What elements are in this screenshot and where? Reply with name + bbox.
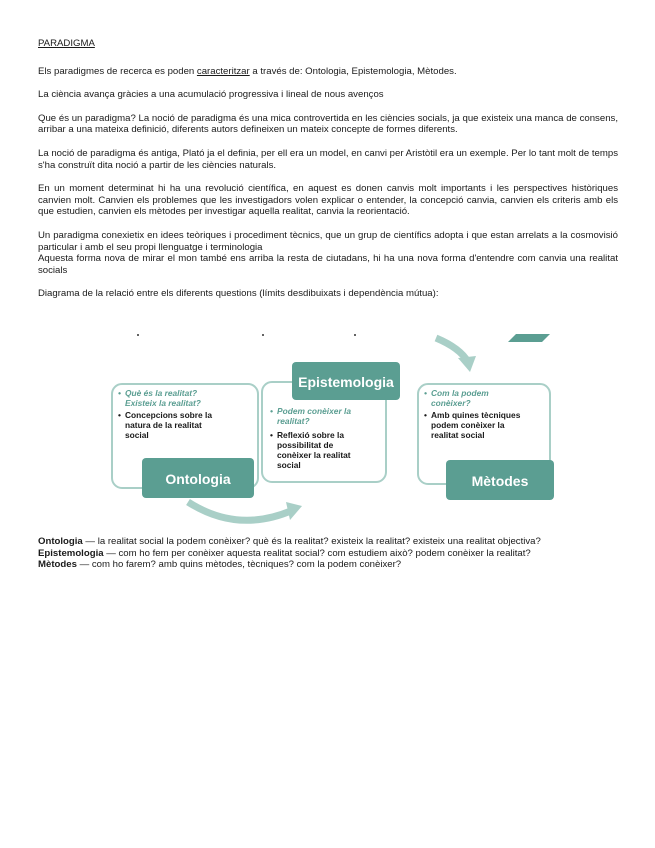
corner-shape [508,334,550,342]
paragraph-5a: Un paradigma conexietix en idees teòriques i procediment tècnics, que un grup de científics adopta i que estan arrelats a la cosmovisió particular i amb el seu propi llenguatge i terminologia [38,229,618,253]
paradigm-diagram [38,334,618,534]
paragraph-1: La ciència avança gràcies a una acumulació progressiva i lineal de nous avenços [38,89,384,101]
ontologia-label: Ontologia [165,471,231,487]
arrow-head-top [458,356,476,372]
definitions [38,536,618,571]
epistemologia-b4: social [277,460,301,470]
epistemologia-b2: possibilitat de [277,440,334,450]
svg-text:• Concepcions sobre la: • Concepcions sobre la natura de la realitat social [118,410,213,440]
document-title: PARADIGMA [38,38,95,49]
svg-text:• Amb quines tècniques: • Amb quines tècniques podem conèixer la realitat social [424,410,521,440]
metodes-label: Mètodes [471,473,529,489]
document-body [38,38,618,300]
dot-mark [354,334,356,336]
metodes-q2: conèixer? [431,398,471,408]
paragraph-4: En un moment determinat hi ha una revolució científica, en aquest es donen canvis molt importants i les perspectives històriques canvien molt. Canvien els problemes que les investigadors volen explicar o entender, la concepció canvia, canvien els criteris amb els que estudien, canvien els mètodes per investigar aquella realitat, canvia la reorientació. [38,183,618,218]
definition-term: Ontologia [38,536,83,547]
dot-mark [137,334,139,336]
definition-text: — com ho fem per conèixer aquesta realitat social? com estudiem això? podem conèixer la realitat? [103,547,531,559]
epistemologia-b3: conèixer la realitat [277,450,351,460]
svg-text:• Podem conèixer la re: • Podem conèixer la realitat? [270,406,352,426]
ontologia-b1: Concepcions sobre la [125,410,213,420]
svg-text:• Què és la realitat?: • Què és la realitat? Existeix la realitat? [118,388,201,408]
intro-link: caracteritzar [196,65,250,77]
definition-term: Epistemologia [38,547,104,559]
paragraph-3: La noció de paradigma és antiga, Plató ja el definia, per ell era un model, en canvi per Aristòtil era un exemple. Per lo tant molt de temps s'ha construït dita noció a partir de les ciències naturals. [38,147,618,171]
intro-post: a través de: Ontologia, Epistemologia, Mètodes. [249,65,457,77]
diagram-caption: Diagrama de la relació entre els diferents questions (límits desdibuixats i dependència mútua): [38,288,439,300]
definition-row [38,536,618,548]
intro-paragraph [38,66,618,78]
definition-row [38,548,618,560]
ontologia-q1: Què és la realitat? [125,388,198,398]
svg-text:• Com la podem conèixe: • Com la podem conèixer? [424,388,489,408]
epistemologia-b1: Reflexió sobre la [277,430,345,440]
intro-pre: Els paradigmes de recerca es poden [38,65,197,77]
ontologia-q2: Existeix la realitat? [125,398,201,408]
ontologia-b2: natura de la realitat [125,420,202,430]
metodes-b2: podem conèixer la [431,420,505,430]
epistemologia-label: Epistemologia [298,374,394,390]
metodes-q1: Com la podem [431,388,489,398]
dot-mark [262,334,264,336]
paragraph-2: Que és un paradigma? La noció de paradigma és una mica controvertida en les ciències socials, ja que existeix una manca de consens, arribar a una mateixa definició, diferents autors defineixen un mateix concepte de formes diferents. [38,112,618,136]
definition-text: — la realitat social la podem conèixer? què és la realitat? existeix la realitat? existeix una realitat objectiva? [82,536,541,547]
arrow-head-bottom [286,502,302,520]
ontologia-b3: social [125,430,149,440]
metodes-b3: realitat social [431,430,485,440]
metodes-b1: Amb quines tècniques [431,410,521,420]
definition-term: Mètodes [38,559,77,571]
epistemologia-q1: Podem conèixer la [277,406,352,416]
paragraph-5b: Aquesta forma nova de mirar el mon també ens arriba la resta de ciutadans, hi ha una nova forma d'entendre com canvia una realitat socials [38,253,618,276]
definition-row [38,559,618,571]
arc-arrow-bottom [188,502,293,520]
definition-text: — com ho farem? amb quins mètodes, tècniques? com la podem conèixer? [76,559,402,571]
epistemologia-q2: realitat? [277,416,310,426]
svg-text:• Reflexió sobre la po: • Reflexió sobre la possibilitat de conèixer la realitat social [270,430,351,470]
